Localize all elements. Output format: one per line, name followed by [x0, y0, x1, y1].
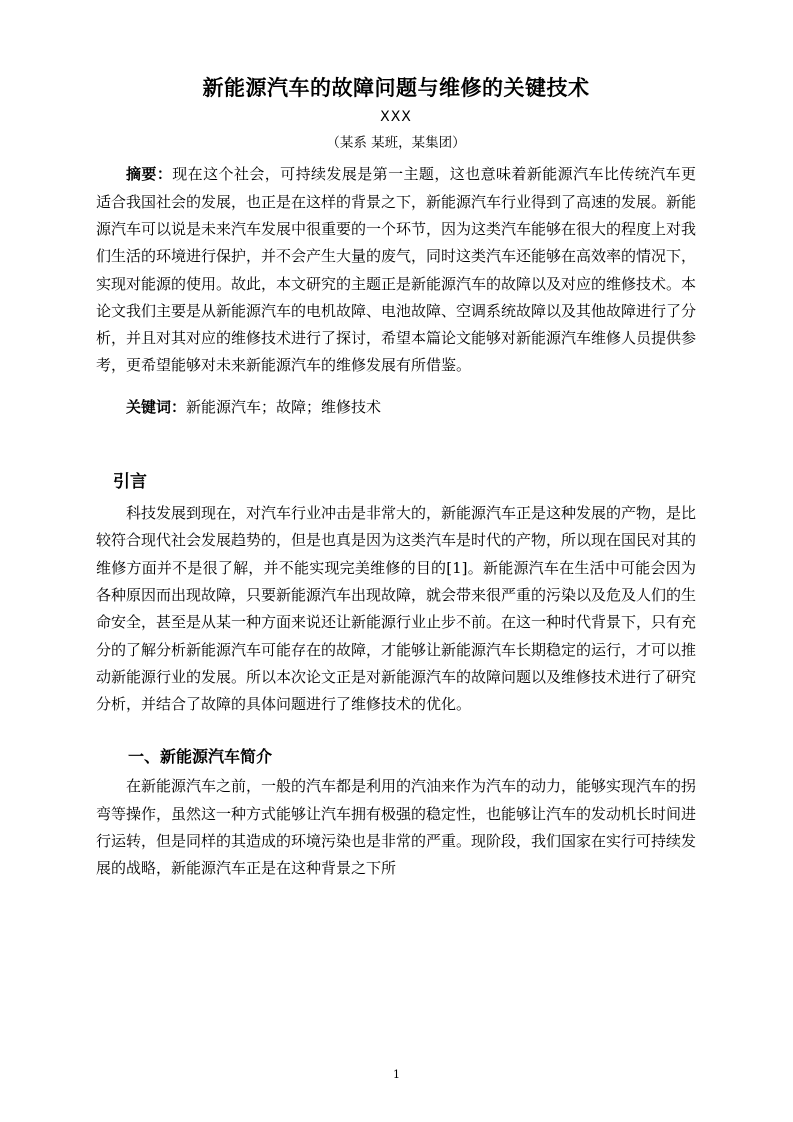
section-1-paragraph: 在新能源汽车之前，一般的汽车都是利用的汽油来作为汽车的动力，能够实现汽车的拐弯等操作，虽然这一种方式能够让汽车拥有极强的稳定性，也能够让汽车的发动机长时间进行运转，但是同样的其造成的环境污染也是非常的严重。现阶段，我们国家在实行可持续发展的战略，新能源汽车正是在这种背景之下所: [96, 777, 697, 878]
abstract-text: 现在这个社会，可持续发展是第一主题，这也意味着新能源汽车比传统汽车更适合我国社会的发展，也正是在这样的背景之下，新能源汽车行业得到了高速的发展。新能源汽车可以说是未来汽车发展中很重要的一个环节，因为这类汽车能够在很大的程度上对我们生活的环境进行保护，并不会产生大量的废气，同时这类汽车还能够在高效率的情况下，实现对能源的使用。故此，本文研究的主题正是新能源汽车的故障以及对应的维修技术。本论文我们主要是从新能源汽车的电机故障、电池故障、空调系统故障以及其他故障进行了分析，并且对其对应的维修技术进行了探讨，希望本篇论文能够对新能源汽车维修人员提供参考，更希望能够对未来新能源汽车的维修发展有所借鉴。: [96, 165, 697, 375]
introduction-paragraph: 科技发展到现在，对汽车行业冲击是非常大的，新能源汽车正是这种发展的产物，是比较符合现代社会发展趋势的，但是也真是因为这类汽车是时代的产物，所以现在国民对其的维修方面并不是很了解，并不能实现完美维修的目的[1]。新能源汽车在生活中可能会因为各种原因而出现故障，只要新能源汽车出现故障，就会带来很严重的污染以及危及人们的生命安全，甚至是从某一种方面来说还让新能源行业止步不前。在这一种时代背景下，只有充分的了解分析新能源汽车可能存在的故障，才能够让新能源汽车长期稳定的运行，才可以推动新能源行业的发展。所以本次论文正是对新能源汽车的故障问题以及维修技术进行了研究分析，并结合了故障的具体问题进行了维修技术的优化。: [96, 504, 697, 714]
abstract-paragraph: [96, 161, 696, 379]
page-title: 新能源汽车的故障问题与维修的关键技术: [202, 76, 590, 100]
keywords-paragraph: [96, 394, 696, 421]
author-name: XXX: [380, 109, 412, 126]
keywords-text: 新能源汽车；故障；维修技术: [186, 397, 382, 416]
abstract-label: 摘要：: [126, 165, 173, 184]
keywords-label: 关键词：: [126, 397, 187, 416]
page-content: [96, 74, 696, 885]
section-heading-introduction: 引言: [113, 472, 147, 493]
author-affiliation: （某系 某班，某集团）: [326, 135, 466, 152]
section-heading-1: 一、新能源汽车简介: [128, 747, 273, 767]
page-number: 1: [393, 1068, 400, 1081]
